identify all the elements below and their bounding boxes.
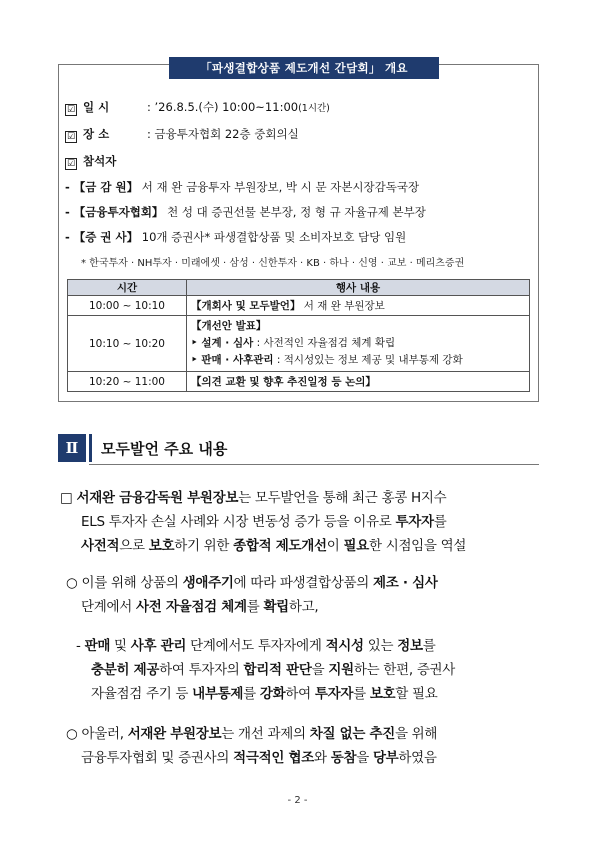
paragraph-3-line-1 (76, 634, 436, 659)
text: 및 (110, 638, 131, 654)
text-bold: 서재완 금융감독원 부원장보 (76, 490, 239, 506)
text: ○ 아울러, (66, 726, 128, 742)
paragraph-1-line-2 (81, 510, 446, 535)
text-bold: 사전 자율점검 체계 (135, 599, 247, 615)
schedule-item-title: 【개선안 발표】 (191, 320, 267, 332)
text-bold: 투자자 (395, 514, 434, 530)
section-divider (89, 434, 92, 462)
text: 을 (356, 750, 373, 766)
date-hours: (1시간) (298, 103, 330, 114)
text-bold: 필요 (343, 538, 369, 554)
checkbox-icon: ☑ (66, 132, 76, 142)
paragraph-1-line-1 (60, 486, 446, 511)
text: 를 (433, 514, 447, 530)
schedule-content (187, 296, 530, 316)
attendee-fss (65, 179, 419, 195)
table-row (68, 296, 530, 316)
bullet-text: : 사전적인 자율점검 체계 확립 (253, 337, 396, 349)
paragraph-3-line-3 (91, 682, 438, 707)
text: 할 필요 (395, 686, 438, 702)
overview-title: 「파생결합상품 제도개선 간담회」 개요 (169, 57, 439, 79)
text-bold: 적극적인 협조 (233, 750, 314, 766)
text: 를 (353, 686, 370, 702)
schedule-content (187, 316, 530, 372)
text-bold: 적시성 (325, 638, 364, 654)
date-line (65, 99, 330, 116)
text: 는 모두발언을 통해 최근 홍콩 H지수 (238, 490, 447, 506)
paragraph-3-line-2 (91, 658, 455, 683)
place-label: 장 소 (83, 127, 110, 141)
schedule-time: 10:20 ~ 11:00 (68, 372, 187, 392)
section-rule (89, 464, 539, 465)
attendee-names: 천 성 대 증권선물 본부장, 정 형 규 자율규제 본부장 (163, 205, 426, 219)
text: 금융투자협회 및 증권사의 (81, 750, 234, 766)
text: 하였음 (398, 750, 437, 766)
attendee-names: 10개 증권사* 파생결합상품 및 소비자보호 담당 임원 (138, 230, 407, 244)
checkbox-icon: ☑ (66, 105, 76, 115)
text: ELS 투자자 손실 사례와 시장 변동성 증가 등을 이유로 (81, 514, 396, 530)
text-bold: 보호 (369, 686, 396, 702)
text: 와 (313, 750, 331, 766)
text-bold: 생애주기 (182, 575, 234, 591)
text-bold: 사후 관리 (130, 638, 187, 654)
table-row (68, 316, 530, 372)
text-bold: 확립 (263, 599, 289, 615)
schedule-item-title: 【의견 교환 및 향후 추진일정 등 논의】 (191, 376, 376, 388)
section-title: 모두발언 주요 내용 (101, 440, 228, 458)
text: 이 (326, 538, 344, 554)
overview-box (58, 61, 539, 402)
text: ○ 이를 위해 상품의 (66, 575, 183, 591)
text-bold: 서재완 부원장보 (127, 726, 222, 742)
attendee-names: 서 재 완 금융투자 부원장보, 박 시 문 자본시장감독국장 (138, 180, 420, 194)
text: 를 (246, 599, 264, 615)
text: 을 위해 (394, 726, 438, 742)
text: 하는 한편, 증권사 (353, 662, 456, 678)
paragraph-4-line-1 (66, 722, 437, 747)
schedule-content (187, 372, 530, 392)
schedule-header-content: 행사 내용 (187, 280, 530, 296)
text: - (76, 638, 85, 654)
text: 으로 (119, 538, 149, 554)
bullet-text: : 적시성있는 정보 제공 및 내부통제 강화 (273, 354, 463, 366)
date-label: 일 시 (83, 100, 110, 114)
bullet-head: ‣ 판매 · 사후관리 (191, 354, 274, 366)
text-bold: 정보 (397, 638, 423, 654)
text: 하고, (288, 599, 319, 615)
schedule-item-title: 【개회사 및 모두발언】 (191, 300, 301, 312)
text-bold: 투자자 (314, 686, 354, 702)
schedule-item-detail: 서 재 완 부원장보 (300, 300, 385, 312)
place-value: : 금융투자협회 22층 중회의실 (147, 127, 299, 141)
attendee-group: - 【증 권 사】 (65, 230, 139, 244)
text: 를 (243, 686, 260, 702)
text-bold: 판매 (84, 638, 111, 654)
date-value: : ’26.8.5.(수) 10:00~11:00 (147, 100, 299, 114)
text-bold: 동참 (330, 750, 357, 766)
text-bold: 보호 (148, 538, 175, 554)
schedule-header-time: 시간 (68, 280, 187, 296)
place-line (65, 126, 299, 143)
text-bold: 충분히 제공 (91, 662, 160, 678)
text: 한 시점임을 역설 (368, 538, 467, 554)
text: 는 개선 과제의 (221, 726, 310, 742)
text: 에 따라 파생결합상품의 (233, 575, 373, 591)
text: 단계에서 (81, 599, 136, 615)
attendees-line (65, 153, 147, 170)
text: 을 (311, 662, 329, 678)
text-bold: 지원 (328, 662, 354, 678)
attendees-label: 참석자 (83, 154, 117, 168)
page-number: - 2 - (287, 795, 308, 806)
firms-note: * 한국투자 · NH투자 · 미래에셋 · 삼성 · 신한투자 · KB · 하나 · 신영 · 교보 · 메리츠증권 (81, 258, 465, 269)
text-bold: 내부통제 (192, 686, 244, 702)
paragraph-4-line-2 (81, 746, 437, 771)
text-bold: 당부 (372, 750, 399, 766)
schedule-time: 10:10 ~ 10:20 (68, 316, 187, 372)
attendee-group: - 【금 감 원】 (65, 180, 139, 194)
attendee-brokers (65, 229, 406, 245)
text: 하여 (285, 686, 315, 702)
text: 있는 (363, 638, 398, 654)
text: 를 (422, 638, 436, 654)
schedule-header-row (68, 280, 530, 296)
bullet-head: ‣ 설계 · 심사 (191, 337, 254, 349)
schedule-time: 10:00 ~ 10:10 (68, 296, 187, 316)
text-bold: 사전적 (81, 538, 120, 554)
checkbox-icon: ☑ (66, 159, 76, 169)
paragraph-2-line-1 (66, 571, 438, 596)
text-bold: 합리적 판단 (243, 662, 312, 678)
text: 단계에서도 투자자에게 (186, 638, 326, 654)
text-bold: 차질 없는 추진 (309, 726, 395, 742)
table-row (68, 372, 530, 392)
paragraph-1-line-3 (81, 534, 466, 559)
text: 하여 투자자의 (159, 662, 244, 678)
paragraph-2-line-2 (81, 595, 318, 620)
square-bullet: □ (60, 490, 77, 506)
text-bold: 강화 (259, 686, 286, 702)
text-bold: 종합적 제도개선 (233, 538, 327, 554)
attendee-kofia (65, 204, 426, 220)
schedule-table (67, 279, 530, 392)
text: 자율점검 주기 등 (91, 686, 193, 702)
text: 하기 위한 (174, 538, 234, 554)
text-bold: 제조 · 심사 (373, 575, 438, 591)
section-number: Ⅱ (58, 434, 86, 462)
attendee-group: - 【금융투자협회】 (65, 205, 164, 219)
